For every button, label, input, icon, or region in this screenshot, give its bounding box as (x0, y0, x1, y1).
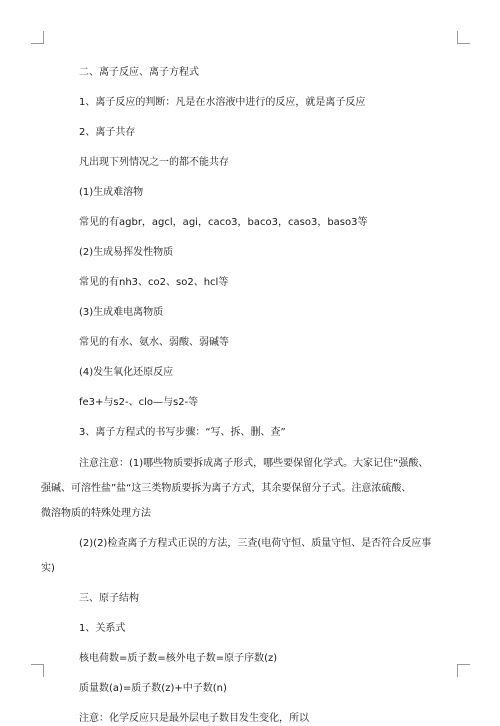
paragraph-line: 常见的有nh3、co2、so2、hcl等 (79, 277, 229, 288)
subsection-heading: 1、关系式 (79, 623, 126, 634)
crop-mark-bottom-right (457, 664, 470, 677)
paragraph-line: 常见的有agbr，agcl，agi，caco3，baco3，caso3，baso3等 (79, 217, 368, 228)
paragraph-line: fe3+与s2-、clo—与s2-等 (79, 397, 199, 408)
section-heading-ion-reaction: 二、离子反应、离子方程式 (79, 67, 199, 78)
paragraph-line: 1、离子反应的判断：凡是在水溶液中进行的反应，就是离子反应 (79, 97, 366, 108)
crop-mark-bottom-left (31, 664, 44, 677)
paragraph-line: 强碱、可溶性盐”盐“这三类物质要拆为离子方式，其余要保留分子式。注意浓硫酸、 (41, 483, 412, 494)
paragraph-line: 实) (41, 563, 55, 574)
list-item-label: (4)发生氧化还原反应 (79, 367, 174, 378)
paragraph-line: (2)(2)检查离子方程式正误的方法，三查(电荷守恒、质量守恒、是否符合反应事 (79, 538, 432, 549)
list-item-label: (1)生成难溶物 (79, 187, 144, 198)
section-heading-atomic-structure: 三、原子结构 (79, 593, 139, 604)
paragraph-line: 注意：化学反应只是最外层电子数目发生变化，所以 (79, 713, 309, 724)
list-item-label: (2)生成易挥发性物质 (79, 247, 174, 258)
formula-line: 质量数(a)=质子数(z)+中子数(n) (79, 683, 227, 694)
paragraph-line: 常见的有水、氨水、弱酸、弱碱等 (79, 337, 229, 348)
paragraph-line: 凡出现下列情况之一的都不能共存 (79, 157, 229, 168)
subsection-heading: 3、离子方程式的书写步骤：“写、拆、删、查” (79, 427, 286, 438)
paragraph-line: 微溶物质的特殊处理方法 (41, 508, 151, 519)
list-item-label: (3)生成难电离物质 (79, 307, 164, 318)
paragraph-line: 注意注意：(1)哪些物质要拆成离子形式，哪些要保留化学式。大家记住“强酸、 (79, 458, 429, 469)
formula-line: 核电荷数=质子数=核外电子数=原子序数(z) (79, 653, 278, 664)
subsection-heading: 2、离子共存 (79, 127, 136, 138)
crop-mark-top-left (31, 31, 44, 44)
crop-mark-top-right (457, 31, 470, 44)
